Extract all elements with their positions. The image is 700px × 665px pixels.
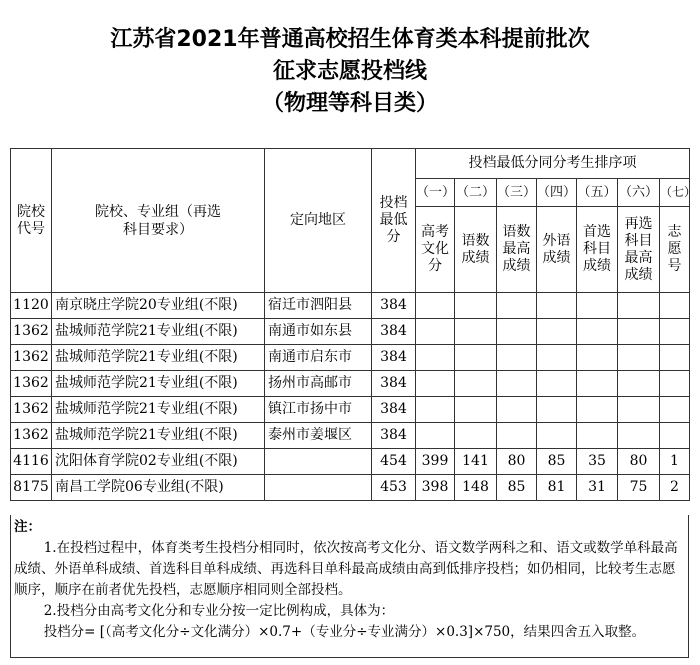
cell-c2 xyxy=(455,293,497,319)
cell-code: 1362 xyxy=(11,397,52,423)
cell-c3 xyxy=(497,397,537,423)
cell-code: 4116 xyxy=(11,449,52,475)
cell-c7 xyxy=(660,345,690,371)
cell-region: 南通市如东县 xyxy=(265,319,372,345)
cell-c5: 31 xyxy=(577,475,618,501)
cell-c4 xyxy=(537,397,577,423)
cell-c5 xyxy=(577,319,618,345)
cell-c4 xyxy=(537,345,577,371)
cell-c7 xyxy=(660,397,690,423)
cell-score: 384 xyxy=(372,371,416,397)
cell-school: 沈阳体育学院02专业组(不限) xyxy=(52,449,265,475)
cell-c2 xyxy=(455,319,497,345)
cell-c6 xyxy=(618,293,660,319)
cell-code: 1362 xyxy=(11,371,52,397)
table-row xyxy=(11,397,690,423)
cell-code: 1362 xyxy=(11,423,52,449)
cell-region xyxy=(265,449,372,475)
cell-c1: 398 xyxy=(416,475,455,501)
cell-code: 8175 xyxy=(11,475,52,501)
cell-region: 扬州市高邮市 xyxy=(265,371,372,397)
cell-c2 xyxy=(455,423,497,449)
cell-c6 xyxy=(618,371,660,397)
cell-c6 xyxy=(618,345,660,371)
header-sub-label: 语数成绩 xyxy=(455,207,497,293)
table-row xyxy=(11,293,690,319)
table-row xyxy=(11,475,690,501)
cell-region xyxy=(265,475,372,501)
table-row xyxy=(11,319,690,345)
cell-c3 xyxy=(497,371,537,397)
title-line-1: 江苏省2021年普通高校招生体育类本科提前批次 xyxy=(110,27,590,52)
cell-score: 453 xyxy=(372,475,416,501)
cell-c6 xyxy=(618,423,660,449)
cell-score: 384 xyxy=(372,319,416,345)
cell-score: 384 xyxy=(372,423,416,449)
cell-region: 泰州市姜堰区 xyxy=(265,423,372,449)
header-sub-label: 高考文化分 xyxy=(416,207,455,293)
cell-c7: 2 xyxy=(660,475,690,501)
cell-c1 xyxy=(416,319,455,345)
cell-school: 盐城师范学院21专业组(不限) xyxy=(52,319,265,345)
cell-c6: 75 xyxy=(618,475,660,501)
cell-region: 南通市启东市 xyxy=(265,345,372,371)
cell-school: 盐城师范学院21专业组(不限) xyxy=(52,423,265,449)
cell-code: 1362 xyxy=(11,345,52,371)
cell-code: 1120 xyxy=(11,293,52,319)
cell-c3 xyxy=(497,293,537,319)
header-sub-label: 语数最高成绩 xyxy=(497,207,537,293)
table-row xyxy=(11,423,690,449)
cell-c6: 80 xyxy=(618,449,660,475)
cell-c1 xyxy=(416,345,455,371)
cell-school: 南京晓庄学院20专业组(不限) xyxy=(52,293,265,319)
cell-c5 xyxy=(577,371,618,397)
cell-c4: 81 xyxy=(537,475,577,501)
cell-school: 南昌工学院06专业组(不限) xyxy=(52,475,265,501)
cell-c4: 85 xyxy=(537,449,577,475)
cell-c5 xyxy=(577,293,618,319)
note-paragraph-2: 2.投档分由高考文化分和专业分按一定比例构成，具体为： xyxy=(43,603,395,619)
cell-c5 xyxy=(577,397,618,423)
note-paragraph-3: 投档分= [（高考文化分÷文化满分）×0.7+（专业分÷专业满分）×0.3]×750，结果四舍五入取整。 xyxy=(43,624,646,640)
cell-c5: 35 xyxy=(577,449,618,475)
cell-school: 盐城师范学院21专业组(不限) xyxy=(52,397,265,423)
cell-region: 宿迁市泗阳县 xyxy=(265,293,372,319)
cell-c4 xyxy=(537,319,577,345)
header-sub-label: 再选科目最高成绩 xyxy=(618,207,660,293)
cell-c7 xyxy=(660,423,690,449)
header-sub-num: （二） xyxy=(455,179,497,207)
cell-c1 xyxy=(416,293,455,319)
cell-c7: 1 xyxy=(660,449,690,475)
cell-c7 xyxy=(660,371,690,397)
header-score: 投档最低分 xyxy=(372,149,416,293)
cell-region: 镇江市扬中市 xyxy=(265,397,372,423)
title-line-3: （物理等科目类） xyxy=(261,91,438,116)
cell-c3 xyxy=(497,423,537,449)
cell-c2 xyxy=(455,371,497,397)
header-sub-num: （六） xyxy=(618,179,660,207)
cell-c6 xyxy=(618,319,660,345)
cell-c5 xyxy=(577,423,618,449)
header-sub-label: 首选科目成绩 xyxy=(577,207,618,293)
notes-heading: 注： xyxy=(14,519,41,535)
cell-c3: 85 xyxy=(497,475,537,501)
cell-school: 盐城师范学院21专业组(不限) xyxy=(52,371,265,397)
cell-c1 xyxy=(416,397,455,423)
header-sub-num: （一） xyxy=(416,179,455,207)
header-school: 院校、专业组（再选科目要求） xyxy=(52,149,265,293)
table-row xyxy=(11,371,690,397)
header-sub-label: 外语成绩 xyxy=(537,207,577,293)
header-sub-num: （四） xyxy=(537,179,577,207)
header-sub-num: （三） xyxy=(497,179,537,207)
cell-c2: 148 xyxy=(455,475,497,501)
header-code: 院校代号 xyxy=(11,149,52,293)
header-sub-num: （七） xyxy=(660,179,690,207)
note-paragraph-1: 1.在投档过程中，体育类考生投档分相同时，依次按高考文化分、语文数学两科之和、语文或数学单科最高成绩、外语单科成绩、首选科目单科成绩、再选科目单科最高成绩由高到低排序投档；如仍相同，比较考生志愿顺序，顺序在前者优先投档，志愿顺序相同则全部投档。 xyxy=(14,540,678,598)
cell-score: 384 xyxy=(372,397,416,423)
cell-score: 384 xyxy=(372,345,416,371)
cell-c2: 141 xyxy=(455,449,497,475)
cell-c1 xyxy=(416,371,455,397)
cell-c3: 80 xyxy=(497,449,537,475)
cell-c4 xyxy=(537,293,577,319)
admission-table xyxy=(10,148,697,501)
table-row xyxy=(11,449,690,475)
cell-c4 xyxy=(537,423,577,449)
cell-c5 xyxy=(577,345,618,371)
title-line-2: 征求志愿投档线 xyxy=(272,59,427,84)
cell-c2 xyxy=(455,345,497,371)
cell-c1: 399 xyxy=(416,449,455,475)
table-row xyxy=(11,345,690,371)
cell-c7 xyxy=(660,319,690,345)
cell-c3 xyxy=(497,345,537,371)
cell-c2 xyxy=(455,397,497,423)
cell-c4 xyxy=(537,371,577,397)
cell-c3 xyxy=(497,319,537,345)
header-rank-group: 投档最低分同分考生排序项 xyxy=(416,149,690,179)
header-sub-num: （五） xyxy=(577,179,618,207)
notes-box xyxy=(10,515,689,658)
header-region: 定向地区 xyxy=(265,149,372,293)
cell-code: 1362 xyxy=(11,319,52,345)
cell-score: 384 xyxy=(372,293,416,319)
cell-c7 xyxy=(660,293,690,319)
cell-c6 xyxy=(618,397,660,423)
header-sub-label: 志愿号 xyxy=(660,207,690,293)
cell-score: 454 xyxy=(372,449,416,475)
cell-c1 xyxy=(416,423,455,449)
cell-school: 盐城师范学院21专业组(不限) xyxy=(52,345,265,371)
